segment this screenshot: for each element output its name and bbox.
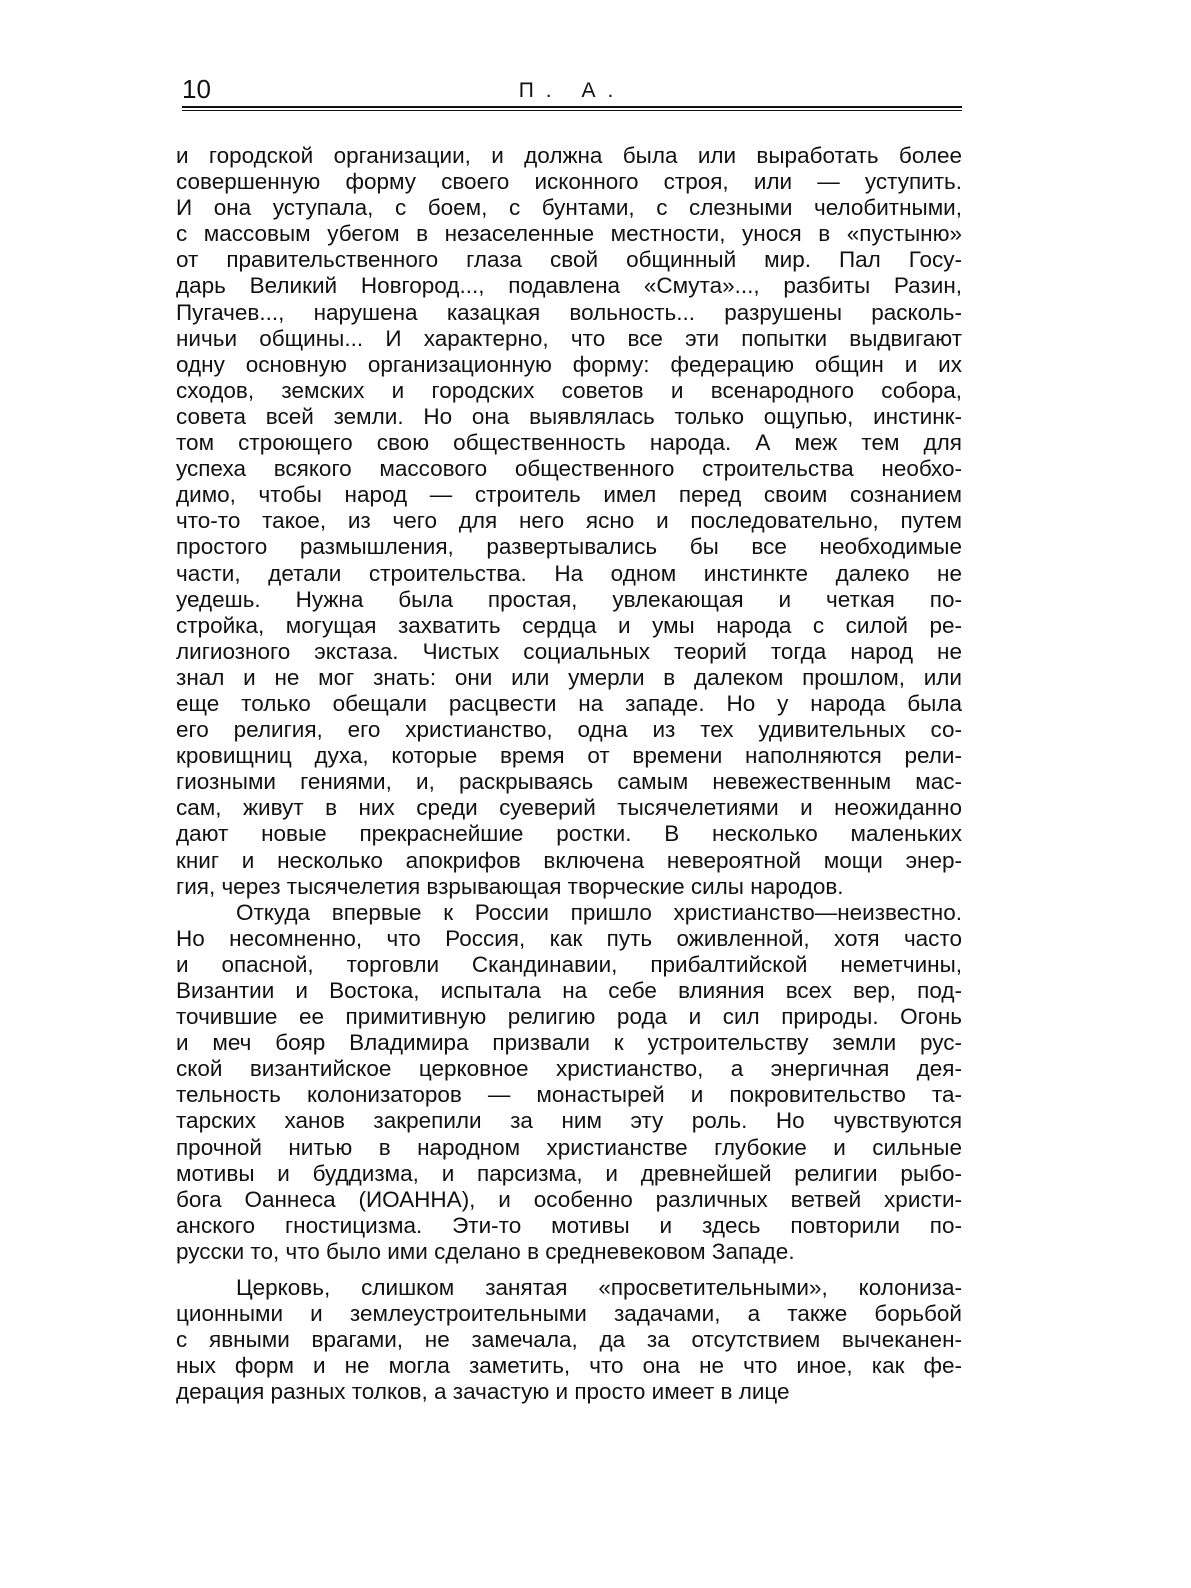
text-line: Пугачев..., нарушена казацкая вольность... разрушены расколь- <box>176 299 962 325</box>
page-header <box>182 74 962 110</box>
text-line: что-то такое, из чего для него ясно и последовательно, путем <box>176 508 962 534</box>
text-line: гия, через тысячелетия взрывающая творческие силы народов. <box>176 873 844 899</box>
text-line: Византии и Востока, испытала на себе влияния всех вер, под- <box>176 978 962 1003</box>
text-line: Церковь, слишком занятая «просветительными», колониза- <box>236 1275 962 1301</box>
text-line: точившие ее примитивную религию рода и сил природы. Огонь <box>176 1004 962 1030</box>
text-line: от правительственного глаза свой общинный мир. Пал Госу- <box>176 247 962 273</box>
text-line: с массовым убегом в незаселенные местности, унося в «пустыню» <box>176 221 962 247</box>
text-line: И она уступала, с боем, с бунтами, с слезными челобитными, <box>176 195 962 221</box>
text-line: стройка, могущая захватить сердца и умы народа с силой ре- <box>176 612 962 638</box>
text-line: простого размышления, развертывались бы все необходимые <box>176 534 962 560</box>
text-line: и опасной, торговли Скандинавии, прибалтийской неметчины, <box>176 951 962 977</box>
text-line: сходов, земских и городских советов и всенародного собора, <box>176 377 962 403</box>
text-line: знал и не мог знать: они или умерли в далеком прошлом, или <box>176 664 962 690</box>
text-line: успеха всякого массового общественного строительства необхо- <box>176 456 962 482</box>
text-line: димо, чтобы народ — строитель имел перед своим сознанием <box>176 482 962 508</box>
text-line: русски то, что было ими сделано в средневековом Западе. <box>176 1238 795 1264</box>
text-line: и меч бояр Владимира призвали к устроительству земли рус- <box>176 1030 962 1056</box>
text-line: ционными и землеустроительными задачами, а также борьбой <box>176 1301 962 1327</box>
text-line: тельность колонизаторов — монастырей и покровительство та- <box>176 1082 962 1108</box>
text-line: части, детали строительства. На одном инстинкте далеко не <box>176 560 962 586</box>
text-line: Но несомненно, что Россия, как путь оживленной, хотя часто <box>176 925 962 951</box>
body-text <box>176 143 962 1406</box>
text-line: ской византийское церковное христианство, а энергичная дея- <box>176 1056 962 1082</box>
text-line: совершенную форму своего исконного строя, или — уступить. <box>176 169 962 195</box>
page-number: 10 <box>182 74 211 104</box>
text-line: дают новые прекраснейшие ростки. В несколько маленьких <box>176 821 962 847</box>
text-line: книг и несколько апокрифов включена невероятной мощи энер- <box>176 847 962 873</box>
text-line: бога Оаннеса (ИОАННА), и особенно различных ветвей христи- <box>176 1186 962 1212</box>
text-line: и городской организации, и должна была или выработать более <box>176 143 962 168</box>
text-line: гиозными гениями, и, раскрываясь самым невежественным мас- <box>176 769 962 795</box>
text-line: тарских ханов закрепили за ним эту роль. Но чувствуются <box>176 1108 962 1134</box>
running-head: П. А. <box>518 79 626 102</box>
header-rule <box>182 106 962 111</box>
text-line: сам, живут в них среди суеверий тысячелетиями и неожиданно <box>176 795 962 821</box>
text-line: прочной нитью в народном христианстве глубокие и сильные <box>176 1134 962 1160</box>
text-line: том строющего свою общественность народа. А меж тем для <box>176 430 962 456</box>
text-line: лигиозного экстаза. Чистых социальных теорий тогда народ не <box>176 638 962 664</box>
text-line: мотивы и буддизма, и парсизма, и древнейшей религии рыбо- <box>176 1160 962 1186</box>
text-line: одну основную организационную форму: федерацию общин и их <box>176 351 962 377</box>
text-line: с явными врагами, не замечала, да за отсутствием вычеканен- <box>176 1327 962 1353</box>
text-line: ничьи общины... И характерно, что все эти попытки выдвигают <box>176 325 962 351</box>
text-line: кровищниц духа, которые время от времени наполняются рели- <box>176 743 962 769</box>
text-line: уедешь. Нужна была простая, увлекающая и четкая по- <box>176 586 962 612</box>
text-line: ных форм и не могла заметить, что она не что иное, как фе- <box>176 1353 962 1379</box>
text-line: Откуда впервые к России пришло христианство—неизвестно. <box>236 899 962 925</box>
text-line: совета всей земли. Но она выявлялась только ощупью, инстинк- <box>176 403 962 429</box>
text-line: дерация разных толков, а зачастую и просто имеет в лице <box>176 1379 790 1405</box>
text-line: еще только обещали расцвести на западе. Но у народа была <box>176 690 962 716</box>
text-line: дарь Великий Новгород..., подавлена «Смута»..., разбиты Разин, <box>176 273 962 299</box>
text-line: его религия, его христианство, одна из тех удивительных со- <box>176 717 962 743</box>
text-line: анского гностицизма. Эти-то мотивы и здесь повторили по- <box>176 1212 962 1238</box>
paragraph-gap <box>176 1265 962 1275</box>
